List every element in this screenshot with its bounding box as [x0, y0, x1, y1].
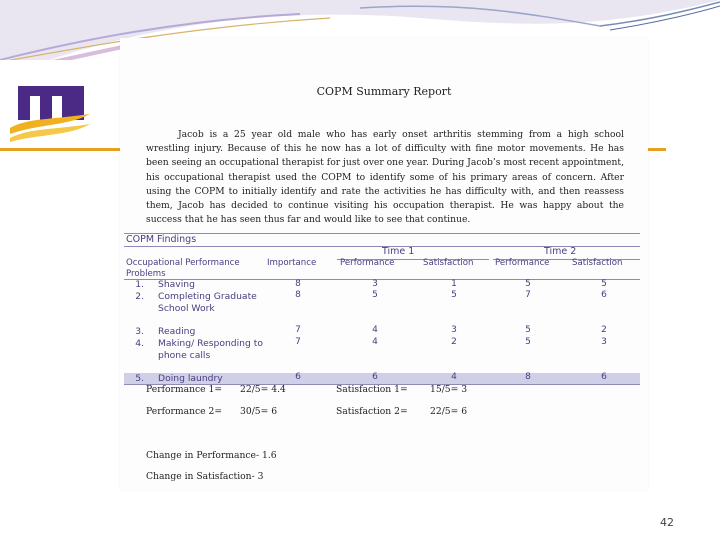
row-number: 2.	[135, 291, 144, 302]
performance2-header: Performance	[495, 258, 550, 268]
performance1-cell: 5	[372, 290, 378, 300]
sat1-value: 15/5= 3	[430, 384, 468, 395]
change-satisfaction: Change in Satisfaction- 3	[146, 471, 264, 482]
performance2-cell: 8	[525, 372, 531, 382]
importance-cell: 7	[295, 337, 301, 347]
findings-title: COPM Findings	[126, 234, 197, 245]
performance1-cell: 6	[372, 372, 378, 382]
satisfaction1-cell: 3	[451, 325, 457, 335]
perf1-label: Performance 1=	[146, 384, 223, 395]
page-number: 42	[660, 516, 674, 529]
satisfaction1-cell: 4	[451, 372, 457, 382]
row-label: Reading	[158, 326, 196, 337]
accent-rule-left	[0, 148, 122, 151]
sat2-label: Satisfaction 2=	[336, 406, 408, 417]
satisfaction1-cell: 1	[451, 279, 457, 289]
importance-cell: 6	[295, 372, 301, 382]
performance1-cell: 4	[372, 325, 378, 335]
satisfaction2-cell: 2	[601, 325, 607, 335]
satisfaction2-header: Satisfaction	[572, 258, 623, 268]
satisfaction2-cell: 6	[601, 290, 607, 300]
perf2-label: Performance 2=	[146, 406, 223, 417]
row-number: 5.	[135, 373, 144, 384]
sat1-label: Satisfaction 1=	[336, 384, 408, 395]
satisfaction1-header: Satisfaction	[423, 258, 474, 268]
time1-header: Time 1	[382, 246, 415, 257]
table-top-rule	[124, 233, 640, 234]
row-label: Doing laundry	[158, 373, 223, 384]
case-paragraph: Jacob is a 25 year old male who has early onset arthritis stemming from a high school wrestling injury. Because of this he now has a lot of difficulty with fine motor movements. He has been seeing an occupational therapist for just over one year. During Jacob’s most recent appointment, his occupational therapist used the COPM to identify some of his primary areas of concern. After using the COPM to initially identify and rate the activities he has difficulty with, and then reassess them, Jacob has decided to continue visiting his occupation therapist. He was happy about the success that he has seen thus far and would like to see that continue.	[146, 129, 624, 226]
problems-header: Occupational Performance Problems	[126, 258, 240, 279]
importance-header: Importance	[267, 258, 317, 268]
satisfaction2-cell: 5	[601, 279, 607, 289]
change-performance: Change in Performance- 1.6	[146, 450, 277, 461]
document-page	[120, 38, 648, 490]
row-label: Completing Graduate School Work	[158, 291, 257, 314]
row-number: 1.	[135, 279, 144, 290]
row-number: 4.	[135, 338, 144, 349]
sat2-value: 22/5= 6	[430, 406, 468, 417]
performance1-header: Performance	[340, 258, 395, 268]
importance-cell: 8	[295, 290, 301, 300]
performance2-cell: 5	[525, 325, 531, 335]
perf2-value: 30/5= 6	[240, 406, 278, 417]
performance1-cell: 4	[372, 337, 378, 347]
performance2-cell: 5	[525, 337, 531, 347]
satisfaction2-cell: 6	[601, 372, 607, 382]
satisfaction1-cell: 2	[451, 337, 457, 347]
row-label: Making/ Responding to phone calls	[158, 338, 263, 361]
importance-cell: 8	[295, 279, 301, 289]
performance1-cell: 3	[372, 279, 378, 289]
report-title: COPM Summary Report	[316, 85, 452, 98]
satisfaction1-cell: 5	[451, 290, 457, 300]
satisfaction2-cell: 3	[601, 337, 607, 347]
perf1-value: 22/5= 4.4	[240, 384, 286, 395]
performance2-cell: 7	[525, 290, 531, 300]
time2-header: Time 2	[544, 246, 577, 257]
importance-cell: 7	[295, 325, 301, 335]
row-label: Shaving	[158, 279, 195, 290]
logo-icon	[8, 84, 92, 146]
row-number: 3.	[135, 326, 144, 337]
performance2-cell: 5	[525, 279, 531, 289]
accent-rule-right	[646, 148, 666, 151]
